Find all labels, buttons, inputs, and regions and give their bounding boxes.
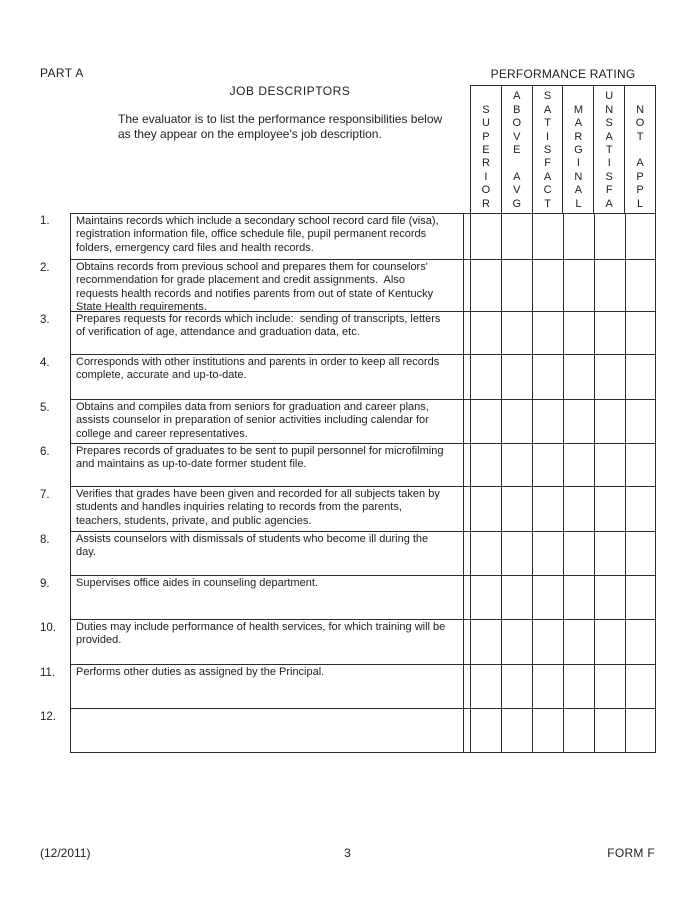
row-number: 5.: [40, 402, 50, 414]
row-descriptor-text: Performs other duties as assigned by the Principal.: [70, 665, 464, 709]
rating-cell-not-appl: [625, 576, 656, 620]
rating-cell-marginal: [563, 260, 594, 312]
rating-cell-not-appl: [625, 400, 656, 444]
footer-page-number: 3: [344, 846, 351, 860]
rating-letter: N: [636, 103, 645, 116]
rating-letter: T: [636, 130, 644, 143]
rating-letter: M: [573, 103, 583, 116]
rating-letter: T: [544, 117, 551, 130]
rating-letter: E: [513, 144, 521, 157]
rating-cell-above-avg: [501, 487, 532, 532]
row-descriptor-text: Obtains and compiles data from seniors for graduation and career plans, assists counselor in preparation of senior activities including calendar for college and career representatives.: [70, 400, 464, 444]
rating-cell-unsatisfa: [594, 665, 625, 709]
rating-letter: A: [543, 103, 552, 116]
rating-letter: P: [636, 170, 644, 183]
row-number: 1.: [40, 215, 50, 227]
rating-letter: N: [605, 103, 614, 116]
rating-cell-superior: [470, 487, 501, 532]
table-row: [38, 532, 656, 576]
footer-revision-date: (12/2011): [40, 846, 91, 860]
rating-cell-superior: [470, 620, 501, 665]
rating-letter: S: [605, 117, 613, 130]
rating-letter: A: [636, 157, 644, 170]
rating-letter: F: [544, 157, 551, 170]
rating-cell-above-avg: [501, 400, 532, 444]
table-row: [38, 487, 656, 532]
rating-letter: L: [636, 197, 644, 210]
rating-cell-superior: [470, 665, 501, 709]
instruction-text: The evaluator is to list the performance responsibilities below as they appear on the employee's job description.: [118, 112, 443, 141]
rating-cell-above-avg: [501, 620, 532, 665]
rating-column-unsatisfa: [593, 86, 624, 213]
rating-letter: A: [605, 130, 613, 143]
rating-cell-unsatisfa: [594, 620, 625, 665]
rating-letter: O: [635, 117, 645, 130]
row-descriptor-text: Assists counselors with dismissals of students who become ill during the day.: [70, 532, 464, 576]
table-row: [38, 213, 656, 260]
rating-cell-superior: [470, 709, 501, 753]
row-descriptor-text: Prepares records of graduates to be sent to pupil personnel for microfilming and maintains as up-to-date former student file.: [70, 444, 464, 487]
rating-letter: A: [605, 197, 613, 210]
rating-letter: P: [482, 130, 490, 143]
row-descriptor-text: Maintains records which include a secondary school record card file (visa), registration information file, office schedule file, pupil permanent records folders, emergency card files and health records.: [70, 213, 464, 260]
rating-cell-not-appl: [625, 665, 656, 709]
table-row: [38, 576, 656, 620]
row-descriptor-text: [70, 709, 464, 753]
rating-letter: R: [574, 130, 583, 143]
rating-letter: U: [481, 117, 490, 130]
rating-column-above-avg: [501, 86, 532, 213]
row-descriptor-text: Corresponds with other institutions and parents in order to keep all records complete, accurate and up-to-date.: [70, 355, 464, 400]
row-number: 2.: [40, 262, 50, 274]
rating-cell-marginal: [563, 355, 594, 400]
rating-letter: A: [574, 184, 583, 197]
rating-letter: F: [605, 184, 613, 197]
rating-cell-unsatisfa: [594, 400, 625, 444]
rating-letter: I: [484, 170, 488, 183]
rating-letter: B: [513, 103, 521, 116]
rating-cell-not-appl: [625, 312, 656, 355]
rating-cell-marginal: [563, 213, 594, 260]
row-number: 7.: [40, 489, 50, 501]
table-row: [38, 312, 656, 355]
rating-letter: U: [605, 90, 614, 103]
rating-cell-satisfact: [532, 260, 563, 312]
rating-cell-satisfact: [532, 355, 563, 400]
rating-cell-marginal: [563, 709, 594, 753]
rating-column-headers: [470, 85, 656, 213]
rating-cell-not-appl: [625, 213, 656, 260]
rating-letter: A: [513, 90, 521, 103]
rating-cell-unsatisfa: [594, 260, 625, 312]
table-row: [38, 400, 656, 444]
rating-cell-marginal: [563, 620, 594, 665]
rating-cell-satisfact: [532, 709, 563, 753]
row-number: 8.: [40, 534, 50, 546]
rating-cell-above-avg: [501, 665, 532, 709]
rating-cell-above-avg: [501, 709, 532, 753]
rating-column-superior: [471, 86, 501, 213]
row-descriptor-text: Obtains records from previous school and prepares them for counselors' recommendation for grade placement and credit assignments. Also requests health records and notifies parents from out of state of Kentucky State Health requirements.: [70, 260, 464, 312]
rating-letter: N: [574, 170, 583, 183]
rating-cell-unsatisfa: [594, 487, 625, 532]
table-row: [38, 620, 656, 665]
rating-letter: C: [543, 184, 552, 197]
rating-cell-satisfact: [532, 620, 563, 665]
rating-cell-above-avg: [501, 355, 532, 400]
rating-cell-marginal: [563, 665, 594, 709]
page-title: JOB DESCRIPTORS: [229, 84, 351, 98]
rating-cell-above-avg: [501, 260, 532, 312]
rating-cell-not-appl: [625, 444, 656, 487]
table-row: [38, 709, 656, 753]
rating-letter: S: [543, 144, 552, 157]
rating-cell-marginal: [563, 487, 594, 532]
rating-cell-satisfact: [532, 444, 563, 487]
rating-cell-not-appl: [625, 532, 656, 576]
rating-cell-superior: [470, 260, 501, 312]
row-number: 12.: [40, 711, 56, 723]
rating-cell-marginal: [563, 576, 594, 620]
rating-cell-unsatisfa: [594, 709, 625, 753]
row-descriptor-text: Prepares requests for records which include: sending of transcripts, letters of verification of age, attendance and graduation data, etc.: [70, 312, 464, 355]
rating-column-not-appl: [624, 86, 655, 213]
rating-letter: A: [543, 170, 552, 183]
rating-cell-above-avg: [501, 444, 532, 487]
row-number: 11.: [40, 667, 56, 679]
rating-cell-not-appl: [625, 260, 656, 312]
rating-letter: R: [481, 197, 490, 210]
rating-cell-not-appl: [625, 709, 656, 753]
rating-letter: V: [513, 130, 521, 143]
rating-cell-superior: [470, 213, 501, 260]
rating-cell-unsatisfa: [594, 576, 625, 620]
rating-cell-marginal: [563, 444, 594, 487]
rating-cell-satisfact: [532, 532, 563, 576]
row-descriptor-text: Duties may include performance of health services, for which training will be provided.: [70, 620, 464, 665]
rating-letter: I: [546, 130, 550, 143]
rating-cell-unsatisfa: [594, 355, 625, 400]
rating-cell-unsatisfa: [594, 312, 625, 355]
rating-letter: R: [481, 157, 490, 170]
rating-cell-above-avg: [501, 576, 532, 620]
rating-cell-superior: [470, 400, 501, 444]
rating-cell-satisfact: [532, 312, 563, 355]
rating-letter: T: [605, 144, 613, 157]
row-number: 3.: [40, 314, 50, 326]
rating-cell-satisfact: [532, 665, 563, 709]
job-descriptor-table: [38, 213, 656, 753]
rating-column-marginal: [562, 86, 593, 213]
rating-cell-satisfact: [532, 576, 563, 620]
rating-letter: G: [574, 144, 583, 157]
table-row: [38, 665, 656, 709]
rating-letter: E: [482, 144, 490, 157]
rating-letter: S: [482, 103, 490, 116]
rating-cell-above-avg: [501, 532, 532, 576]
rating-cell-superior: [470, 532, 501, 576]
rating-cell-satisfact: [532, 400, 563, 444]
rating-cell-unsatisfa: [594, 444, 625, 487]
rating-cell-not-appl: [625, 620, 656, 665]
row-number: 9.: [40, 578, 50, 590]
row-number: 4.: [40, 357, 50, 369]
rating-cell-unsatisfa: [594, 532, 625, 576]
rating-cell-not-appl: [625, 487, 656, 532]
rating-cell-marginal: [563, 400, 594, 444]
rating-letter: A: [513, 170, 521, 183]
rating-letter: S: [605, 170, 613, 183]
rating-letter: L: [575, 197, 582, 210]
rating-cell-superior: [470, 576, 501, 620]
rating-cell-satisfact: [532, 213, 563, 260]
rating-letter: O: [481, 184, 491, 197]
rating-letter: T: [544, 197, 551, 210]
rating-cell-above-avg: [501, 312, 532, 355]
row-number: 6.: [40, 446, 50, 458]
rating-cell-marginal: [563, 312, 594, 355]
rating-letter: P: [636, 184, 644, 197]
row-number: 10.: [40, 622, 56, 634]
performance-rating-label: PERFORMANCE RATING: [490, 67, 636, 81]
part-label: PART A: [40, 66, 84, 80]
rating-cell-not-appl: [625, 355, 656, 400]
rating-cell-above-avg: [501, 213, 532, 260]
rating-cell-satisfact: [532, 487, 563, 532]
table-row: [38, 444, 656, 487]
rating-letter: I: [607, 157, 611, 170]
table-row: [38, 260, 656, 312]
rating-cell-superior: [470, 444, 501, 487]
row-descriptor-text: Verifies that grades have been given and recorded for all subjects taken by students and handles inquiries relating to records from the parents, teachers, students, private, and public agencies.: [70, 487, 464, 532]
rating-cell-superior: [470, 355, 501, 400]
rating-letter: I: [576, 157, 580, 170]
table-row: [38, 355, 656, 400]
rating-letter: O: [512, 117, 522, 130]
rating-cell-unsatisfa: [594, 213, 625, 260]
footer-form-name: FORM F: [607, 846, 655, 860]
rating-letter: G: [512, 197, 522, 210]
rating-letter: V: [513, 184, 521, 197]
rating-letter: A: [574, 117, 583, 130]
rating-cell-marginal: [563, 532, 594, 576]
rating-cell-superior: [470, 312, 501, 355]
rating-column-satisfact: [532, 86, 563, 213]
row-descriptor-text: Supervises office aides in counseling department.: [70, 576, 464, 620]
rating-letter: S: [543, 90, 552, 103]
